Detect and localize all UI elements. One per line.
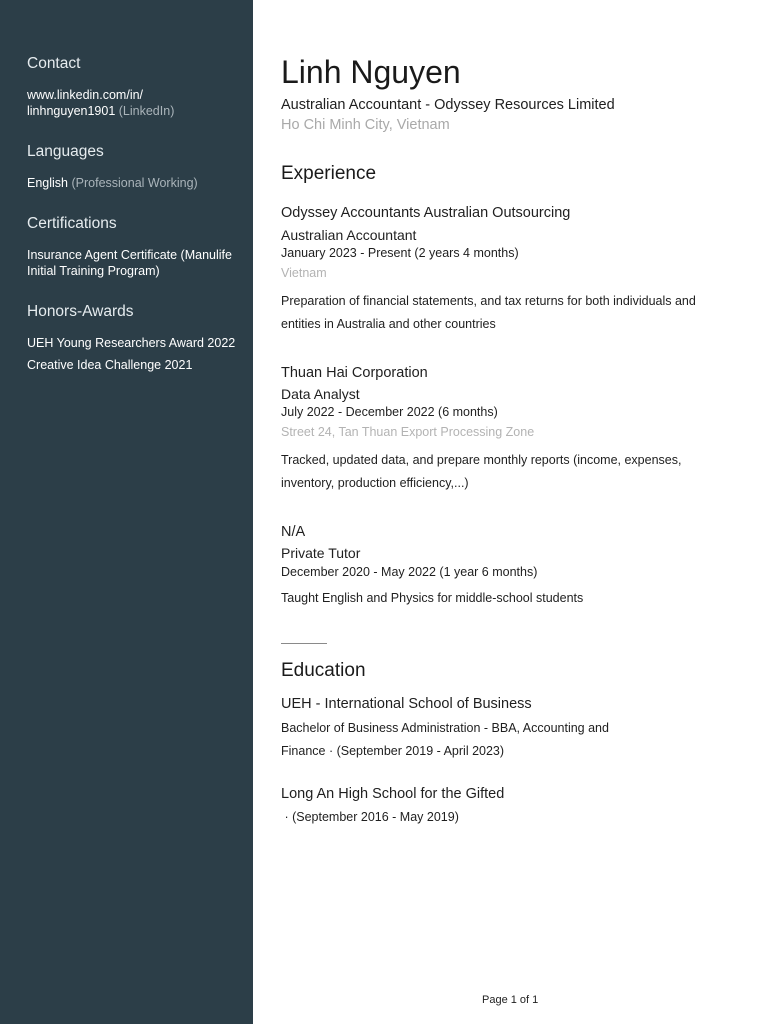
experience-heading: Experience: [281, 163, 377, 184]
linkedin-suffix: (LinkedIn): [118, 104, 175, 118]
honor-item: Creative Idea Challenge 2021: [27, 358, 193, 372]
job-dates: December 2020 - May 2022 (1 year 6 months): [281, 565, 538, 579]
profile-name: Linh Nguyen: [281, 54, 461, 90]
job-location: Vietnam: [281, 266, 327, 280]
school-name: Long An High School for the Gifted: [281, 786, 505, 802]
page-number: Page 1 of 1: [482, 994, 539, 1006]
certification-item: Insurance Agent Certificate (Manulife Initial Training Program): [27, 248, 232, 278]
languages-heading: Languages: [27, 143, 104, 160]
job-dates: July 2022 - December 2022 (6 months): [281, 405, 498, 419]
job-company: N/A: [281, 524, 306, 540]
linkedin-url-line1[interactable]: www.linkedin.com/in/: [27, 88, 144, 102]
linkedin-url-line2[interactable]: linhnguyen1901: [27, 104, 116, 118]
job-description: Taught English and Physics for middle-school students: [281, 591, 584, 605]
job-description: Tracked, updated data, and prepare monthly reports (income, expenses, inventory, production efficiency,...): [281, 453, 682, 490]
contact-section: [27, 54, 239, 119]
job-company: Odyssey Accountants Australian Outsourcing: [281, 205, 571, 221]
job-location: Street 24, Tan Thuan Export Processing Zone: [281, 425, 535, 439]
school-details: · (September 2016 - May 2019): [281, 810, 459, 824]
education-heading: Education: [281, 660, 366, 681]
school-details: Bachelor of Business Administration - BBA, Accounting and Finance · (September 2019 - April 2023): [281, 721, 609, 758]
school-name: UEH - International School of Business: [281, 696, 532, 712]
job-description: Preparation of financial statements, and tax returns for both individuals and entities in Australia and other countries: [281, 294, 696, 331]
sidebar: [0, 0, 253, 1024]
profile-location: Ho Chi Minh City, Vietnam: [281, 117, 450, 133]
languages-section: [27, 142, 239, 191]
honors-section: [27, 302, 239, 373]
language-name: English: [27, 176, 68, 190]
contact-heading: Contact: [27, 55, 81, 72]
certifications-heading: Certifications: [27, 215, 117, 232]
section-divider: [281, 643, 327, 644]
job-company: Thuan Hai Corporation: [281, 365, 428, 381]
language-level: (Professional Working): [71, 176, 198, 190]
job-title: Data Analyst: [281, 386, 360, 402]
certifications-section: [27, 214, 239, 279]
job-title: Australian Accountant: [281, 227, 417, 243]
linkedin-link[interactable]: [27, 87, 239, 119]
honor-item: UEH Young Researchers Award 2022: [27, 336, 236, 350]
language-entry: [27, 175, 239, 191]
profile-headline: Australian Accountant - Odyssey Resources Limited: [281, 97, 615, 113]
job-dates: January 2023 - Present (2 years 4 months): [281, 246, 519, 260]
honors-heading: Honors-Awards: [27, 303, 134, 320]
job-title: Private Tutor: [281, 545, 361, 561]
